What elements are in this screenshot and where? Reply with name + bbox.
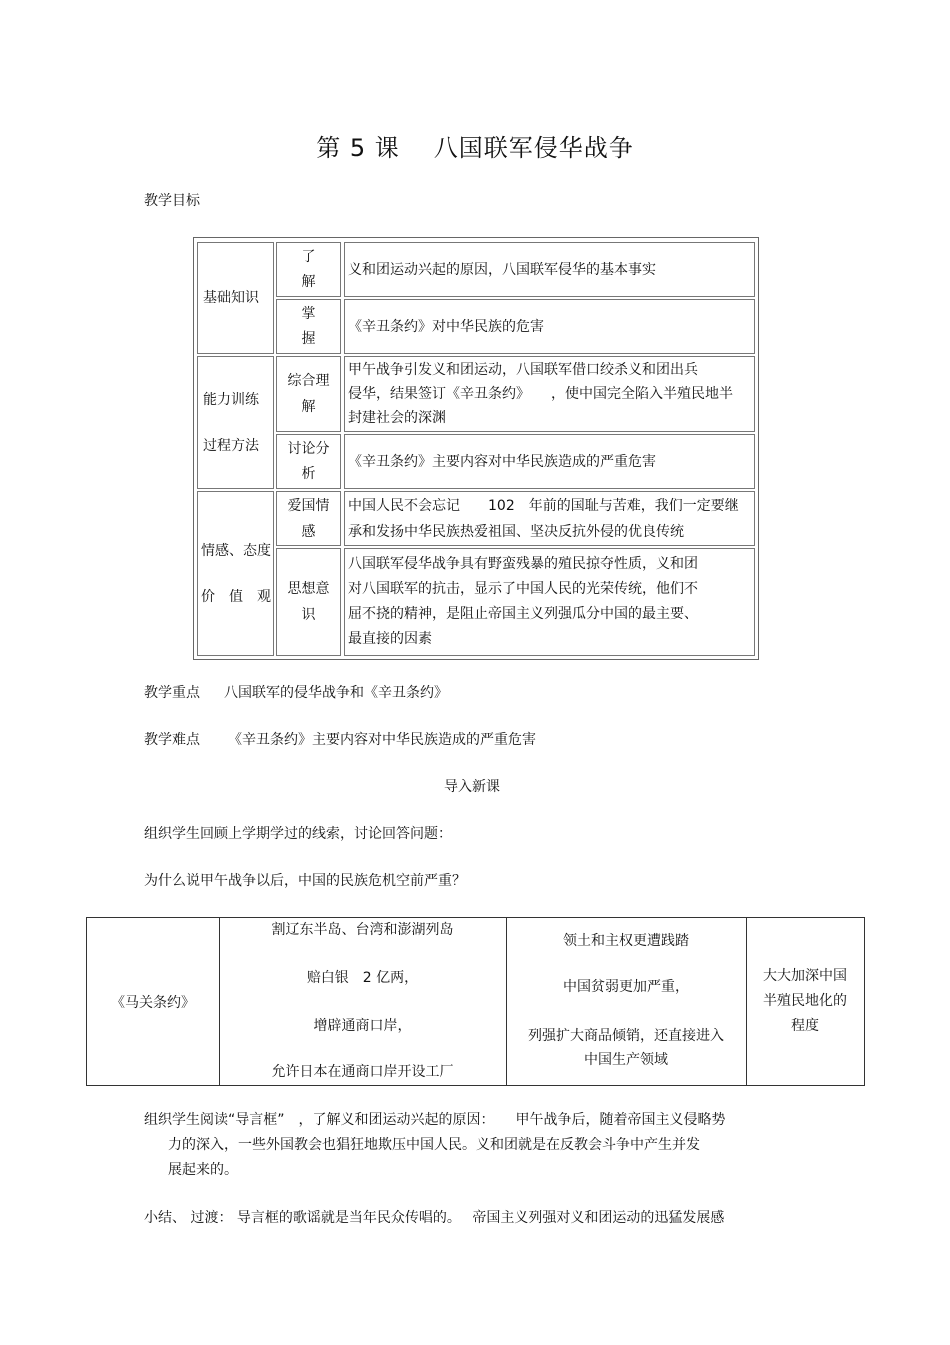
level-cell [276, 548, 341, 656]
lesson-name: 八国联军侵华战争 [433, 134, 634, 162]
content-text: 侵华，结果签订《辛丑条约》 ，使中国完全陷入半殖民地半 [348, 386, 733, 402]
treaty-result: 程度 [791, 1018, 819, 1034]
level-text: 解 [301, 273, 316, 290]
treaty-effect: 列强扩大商品倾销，还直接进入 [528, 1028, 724, 1044]
level-text: 了 [301, 248, 316, 265]
category-text: 基础知识 [203, 290, 259, 306]
level-text: 掌 [301, 305, 316, 322]
treaty-term: 增辟通商口岸， [313, 1018, 412, 1034]
paragraph-line: 力的深入，一些外国教会也猖狂地欺压中国人民。义和团就是在反教会斗争中产生并发 [168, 1137, 700, 1153]
level-text: 解 [301, 399, 316, 415]
paragraph-line: 展起来的。 [168, 1162, 238, 1178]
treaty-result: 大大加深中国 [763, 968, 847, 984]
page-title [0, 128, 950, 163]
paragraph: 小结、 过渡： 导言框的歌谣就是当年民众传唱的。 帝国主义列强对义和团运动的迅猛发展感 [144, 1210, 725, 1226]
level-text: 思想意 [287, 581, 330, 597]
content-cell [344, 356, 755, 432]
paragraph-line: 组织学生阅读“导言框” ，了解义和团运动兴起的原因： 甲午战争后，随着帝国主义侵略势 [144, 1112, 726, 1128]
content-text: 中国人民不会忘记 102 年前的国耻与苦难，我们一定要继 [348, 497, 739, 514]
treaty-name: 《马关条约》 [111, 994, 195, 1011]
level-text: 综合理 [287, 373, 330, 389]
treaty-effect: 中国生产领域 [584, 1052, 668, 1068]
level-text: 讨论分 [287, 440, 330, 457]
difficult-point-label: 教学难点 [144, 732, 200, 748]
treaty-name-cell [87, 918, 220, 1085]
category-text: 过程方法 [203, 437, 259, 454]
content-text: 承和发扬中华民族热爱祖国、坚决反抗外侵的优良传统 [348, 523, 684, 540]
level-text: 爱国情 [287, 497, 330, 514]
level-cell [276, 242, 341, 297]
level-cell [276, 491, 341, 546]
level-cell [276, 356, 341, 432]
level-text: 析 [301, 465, 316, 482]
content-text: 《辛丑条约》主要内容对中华民族造成的严重危害 [348, 453, 656, 470]
treaty-table [86, 917, 865, 1086]
category-cell [197, 242, 274, 354]
key-point-label: 教学重点 [144, 685, 200, 701]
content-text: 最直接的因素 [348, 631, 432, 647]
content-text: 屈不挠的精神，是阻止帝国主义列强瓜分中国的最主要、 [348, 606, 698, 622]
content-cell [344, 242, 755, 297]
treaty-term: 允许日本在通商口岸开设工厂 [271, 1064, 454, 1080]
content-text: 《辛丑条约》对中华民族的危害 [348, 318, 544, 335]
treaty-term: 割辽东半岛、台湾和澎湖列岛 [271, 922, 454, 938]
content-text: 八国联军侵华战争具有野蛮残暴的殖民掠夺性质，义和团 [348, 556, 698, 572]
treaty-effect: 领土和主权更遭践踏 [563, 933, 689, 949]
level-text: 识 [301, 607, 316, 623]
key-point-text: 八国联军的侵华战争和《辛丑条约》 [224, 685, 448, 701]
level-text: 感 [301, 523, 316, 540]
level-cell [276, 299, 341, 354]
treaty-terms-cell [219, 918, 507, 1085]
difficult-point-text: 《辛丑条约》主要内容对中华民族造成的严重危害 [228, 732, 536, 748]
content-text: 义和团运动兴起的原因，八国联军侵华的基本事实 [348, 261, 656, 278]
level-cell [276, 434, 341, 489]
category-text: 能力训练 [203, 391, 259, 408]
content-text: 对八国联军的抗击，显示了中国人民的光荣传统，他们不 [348, 581, 698, 597]
content-text: 封建社会的深渊 [348, 410, 446, 426]
paragraph: 组织学生回顾上学期学过的线索，讨论回答问题： [144, 826, 452, 842]
treaty-effect: 中国贫弱更加严重， [563, 979, 689, 995]
treaty-effects-cell [506, 918, 747, 1085]
key-point [144, 683, 448, 703]
objectives-table [193, 237, 759, 660]
section-heading: 导入新课 [444, 779, 500, 795]
category-text: 价 值 观 [201, 588, 271, 605]
category-cell [197, 356, 274, 489]
treaty-term: 赔白银 2 亿两， [306, 970, 419, 986]
category-cell [197, 491, 274, 656]
content-cell [344, 548, 755, 656]
content-cell [344, 491, 755, 546]
treaty-result-cell [746, 918, 864, 1085]
level-text: 握 [301, 330, 316, 347]
difficult-point [144, 730, 536, 750]
category-text: 情感、态度 [201, 542, 271, 559]
question: 为什么说甲午战争以后，中国的民族危机空前严重？ [144, 873, 466, 889]
content-text: 甲午战争引发义和团运动，八国联军借口绞杀义和团出兵 [348, 362, 698, 378]
objectives-label: 教学目标 [144, 193, 200, 209]
content-cell [344, 299, 755, 354]
lesson-number: 第 5 课 [316, 134, 400, 162]
treaty-result: 半殖民地化的 [763, 993, 847, 1009]
content-cell [344, 434, 755, 489]
